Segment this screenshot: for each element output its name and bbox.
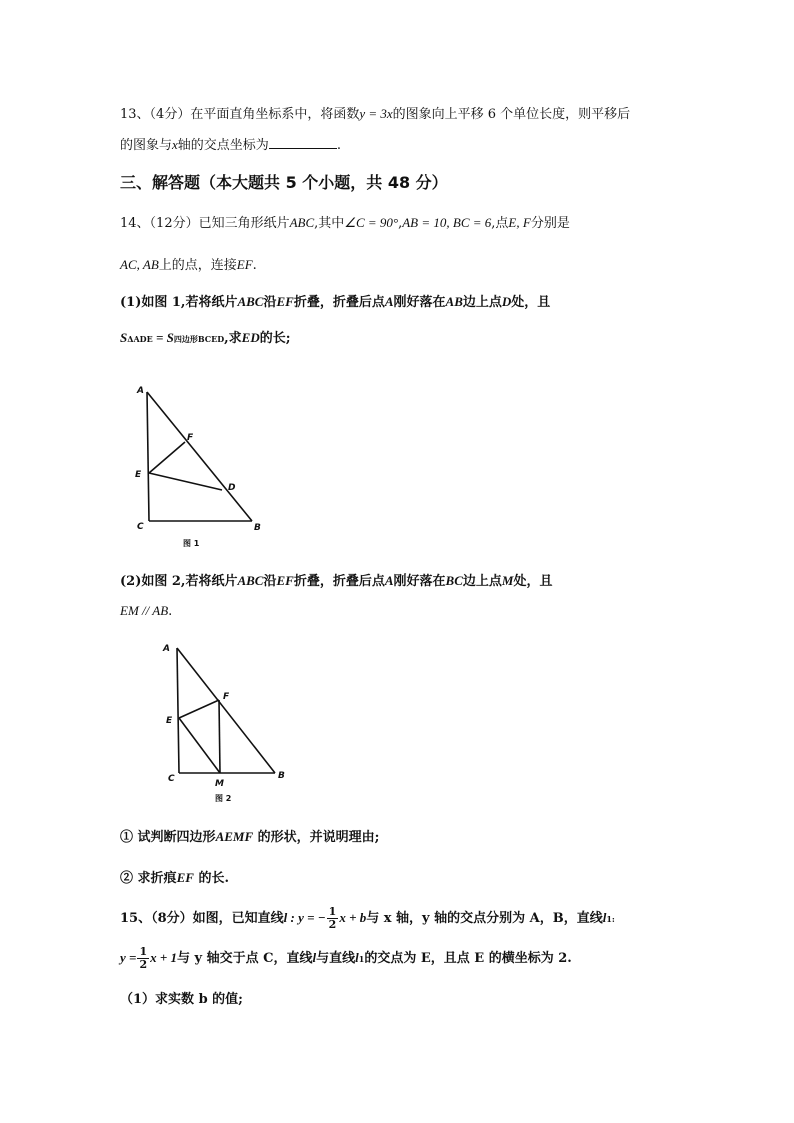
fig1-label-e: E (135, 470, 142, 480)
q14-subquestion-1: ① 试判断四边形AEMF 的形状，并说明理由; (120, 829, 380, 845)
fig1-side-ac (147, 392, 149, 521)
q14-intro-2: AC, AB上的点，连接EF. (120, 257, 257, 273)
q15-subquestion-1: （1）求实数 b 的值; (120, 992, 243, 1007)
q13-line-1: 13、（4分）在平面直角坐标系中，将函数y = 3x的图象向上平移 6 个单位长度，则平移后 (120, 106, 631, 122)
fig2-label-e: E (166, 716, 173, 726)
fig2-segment-ef (179, 700, 219, 718)
q14-subquestion-2: ② 求折痕EF 的长. (120, 870, 229, 886)
fig1-label-d: D (228, 483, 236, 493)
fig1-caption: 图 1 (183, 539, 200, 548)
q14-area-condition: SΔADE = S四边形BCED,求ED的长; (120, 330, 291, 346)
fig2-side-ab (177, 648, 275, 773)
fig1-label-b: B (254, 523, 261, 533)
fig1-side-ab (147, 392, 252, 521)
fig2-label-m: M (215, 779, 224, 789)
figure-1 (125, 380, 270, 552)
fig2-segment-fm (219, 700, 220, 773)
fraction-one-half-2: $\frac{1}{2}$ (139, 945, 148, 971)
fig1-segment-ef (149, 442, 185, 473)
q14-part-1: (1)如图 1,若将纸片ABC沿EF折叠，折叠后点A刚好落在AB边上点D处，且 (120, 294, 551, 310)
fig1-label-a: A (137, 386, 144, 396)
fig2-segment-em (179, 718, 220, 773)
fig1-segment-ed (149, 473, 222, 490)
fraction-one-half: $\frac{1}{2}$ (328, 905, 337, 931)
fig2-label-a: A (163, 644, 170, 654)
fig2-label-c: C (168, 774, 175, 784)
q14-part-2: (2)如图 2,若将纸片ABC沿EF折叠，折叠后点A刚好落在BC边上点M处，且 (120, 573, 553, 589)
fig2-caption: 图 2 (215, 794, 232, 803)
fig1-label-c: C (137, 522, 144, 532)
fig2-label-b: B (278, 771, 285, 781)
q13-line-2: 的图象与x轴的交点坐标为 . (120, 137, 341, 153)
section-heading: 三、解答题（本大题共 5 个小题，共 48 分） (120, 173, 448, 192)
answer-blank[interactable] (269, 136, 337, 149)
fig1-label-f: F (187, 433, 194, 443)
fig2-label-f: F (223, 692, 230, 702)
q13-expression: y = 3x (359, 106, 393, 121)
q15-line-2: y = $\frac{1}{2}$ x + 1与 y 轴交于点 C，直线l与直线l1的交点为 E，且点 E 的横坐标为 2. (120, 945, 572, 971)
q14-intro: 14、（12分）已知三角形纸片ABC,其中∠C = 90°,AB = 10, BC = 6,点E, F分别是 (120, 215, 570, 231)
q14-parallel-condition: EM // AB. (120, 603, 173, 619)
fig2-side-ac (177, 648, 179, 773)
figure-2 (155, 640, 295, 810)
q15-line-1: 15、（8分）如图，已知直线l : y = − $\frac{1}{2}$ x + b与 x 轴，y 轴的交点分别为 A，B，直线l1: (120, 905, 615, 931)
